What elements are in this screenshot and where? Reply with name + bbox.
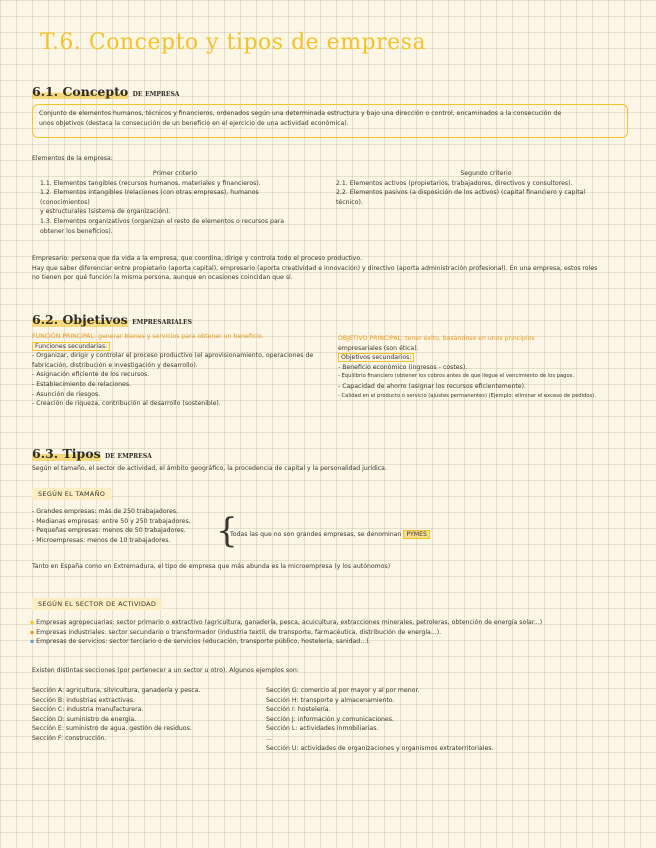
list-item: 1.3. Elementos organizativos (organizan el resto de elementos o recursos para <box>40 217 285 225</box>
list-item: - Grandes empresas: más de 250 trabajadores. <box>32 508 179 515</box>
secondary-functions-label: Funciones secundarias: <box>32 342 110 351</box>
list-item: - Pequeñas empresas: menos de 50 trabajadores. <box>32 527 186 535</box>
list-item <box>30 628 640 638</box>
list-item: técnico). <box>336 198 363 206</box>
spain-note: Tanto en España como en Extremadura, el tipo de empresa que más abunda es la microempresa (y los autónomos) <box>32 563 391 570</box>
heading-main: 6.3. Tipos <box>32 446 101 461</box>
section-row <box>266 734 626 744</box>
section-row <box>32 715 262 725</box>
objetivos-left-column <box>32 332 332 409</box>
list-item: 2.1. Elementos activos (propietarios, trabajadores, directivos y consultores). <box>336 179 573 187</box>
size-list <box>32 507 232 545</box>
section-row <box>32 734 262 744</box>
list-item: 1.2. Elementos intangibles (relaciones (con otras empresas), humanos (conocimientos) <box>40 189 259 206</box>
section-code: Sección J <box>266 715 294 723</box>
section-text: : industrias extractivas. <box>62 696 135 704</box>
sector-text: Empresas industriales: sector secundario o transformador (industria textil, de transporte, farmacéutica, distribución de energía...). <box>36 628 442 636</box>
section-text: : información y comunicaciones. <box>293 715 394 723</box>
secondary-objectives-label: Objetivos secundarios: <box>338 353 414 362</box>
section-row <box>32 686 262 696</box>
section-row <box>266 715 626 725</box>
heading-main: 6.1. Concepto <box>32 84 129 99</box>
section-heading-objetivos <box>32 312 192 327</box>
list-item: - Medianas empresas: entre 50 y 250 trabajadores. <box>32 517 191 525</box>
tipos-intro: Según el tamaño, el sector de actividad, el ámbito geográfico, la procedencia de capital y la personalidad jurídica. <box>32 465 387 472</box>
pymes-note <box>230 530 430 540</box>
section-code: Sección L <box>266 725 296 733</box>
section-text: : transporte y almacenamiento. <box>296 696 395 704</box>
list-item: 2.2. Elementos pasivos (a disposición de los activos) (capital financiero y capital <box>336 189 586 197</box>
sections-left <box>32 686 262 744</box>
list-item: - Capacidad de ahorro (asignar los recursos eficientemente). <box>338 382 526 390</box>
list-item: - Asunción de riesgos. <box>32 390 101 398</box>
section-code: Sección A <box>32 687 63 694</box>
heading-main: 6.2. Objetivos <box>32 312 128 327</box>
list-item: - Asignación eficiente de los recursos. <box>32 371 150 379</box>
list-item <box>30 618 640 628</box>
section-row <box>32 696 262 706</box>
list-item <box>30 637 640 647</box>
objetivos-right-column <box>338 334 638 401</box>
section-row <box>32 705 262 715</box>
section-text: : industria manufacturera. <box>62 706 144 714</box>
paragraph-line: Empresario: persona que da vida a la empresa, que coordina, dirige y controla todo el proceso productivo. <box>32 255 362 262</box>
section-text: ... <box>266 734 272 742</box>
sector-list <box>30 618 640 647</box>
paragraph-line: no tienen por qué función la misma persona, aunque en ocasiones coincidan que sí. <box>32 274 293 282</box>
bullet-icon: ▪ <box>30 619 37 626</box>
pymes-badge: PYMES <box>403 530 430 539</box>
criteria-column-2 <box>336 169 636 207</box>
section-text: : construcción. <box>61 734 107 742</box>
main-objective: OBJETIVO PRINCIPAL: tener éxito, basándose en unos principios <box>338 335 535 342</box>
section-row <box>266 744 626 754</box>
list-item: - Creación de riqueza, contribución al desarrollo (sostenible). <box>32 400 221 408</box>
definition-line-2: unos objetivos (destaca la consecución de un beneficio en el ejercicio de una actividad económica). <box>39 119 349 127</box>
section-text: : agricultura, silvicultura, ganadería y pesca. <box>62 687 201 694</box>
heading-small: de empresa <box>104 450 152 460</box>
section-row <box>266 724 626 734</box>
section-text: : hostelería. <box>293 706 331 714</box>
sector-text: Empresas de servicios: sector terciario o de servicios (educación, transporte público, hostelería, sanidad...). <box>36 638 371 646</box>
paragraph-line: Hay que saber diferenciar entre propietario (aporta capital), empresario (aporta creatividad e innovación) y directivo (aporta administración profesional). En una empresa, estos roles <box>32 264 598 272</box>
size-tag: SEGÚN EL TAMAÑO <box>32 488 111 500</box>
brace-icon: { <box>216 511 238 551</box>
section-code: Sección G <box>266 687 297 694</box>
list-item: - Organizar, dirigir y controlar el proceso productivo (el aprovisionamiento, operaciones de <box>32 352 314 360</box>
heading-small: de empresa <box>132 88 180 98</box>
section-code: Sección I <box>266 706 294 714</box>
column-title: Primer criterio <box>152 170 198 177</box>
section-text: : actividades inmobiliarias. <box>295 725 379 733</box>
section-code: Sección F <box>32 734 62 742</box>
section-code: Sección E <box>32 725 62 733</box>
page-title: T.6. Concepto y tipos de empresa <box>40 30 427 55</box>
section-heading-tipos <box>32 446 152 461</box>
section-code: Sección D <box>32 715 63 723</box>
section-row <box>32 724 262 734</box>
list-item: obtener los beneficios). <box>40 227 113 235</box>
list-item: empresariales (son ética). <box>338 344 419 352</box>
bullet-icon: ▪ <box>30 638 37 646</box>
list-item: - Microempresas: menos de 10 trabajadores. <box>32 536 171 544</box>
section-text: : actividades de organizaciones y organismos extraterritoriales. <box>296 744 494 752</box>
empresario-paragraph <box>32 254 632 283</box>
sections-intro: Existen distintas secciones (por pertenecer a un sector u otro). Algunos ejemplos son: <box>32 667 299 674</box>
section-text: : suministro de energía. <box>62 715 137 723</box>
criteria-column-1 <box>40 169 310 236</box>
list-item: - Beneficio económico (ingresos - costes). <box>338 363 468 371</box>
section-code: Sección H <box>266 696 297 704</box>
section-text: : suministro de agua, gestión de residuos. <box>61 725 192 733</box>
list-item: y estructurales (sistema de organización). <box>40 208 171 216</box>
bullet-icon: ▪ <box>30 628 37 636</box>
heading-small: empresariales <box>132 316 192 326</box>
sector-tag: SEGÚN EL SECTOR DE ACTIVIDAD <box>32 598 162 610</box>
section-row <box>266 696 626 706</box>
section-row <box>266 705 626 715</box>
brace-note: Todas las que no son grandes empresas, se denominan <box>230 531 402 538</box>
sector-text: Empresas agropecuarias: sector primario o extractivo (agricultura, ganadería, pesca, acuicultura, extracciones minerales, petroleras, obtención de energía solar...) <box>36 619 543 626</box>
section-text: : comercio al por mayor y al por menor. <box>296 687 420 694</box>
definition-line-1: Conjunto de elementos humanos, técnicos y financieros, ordenados según una determinada estructura y bajo una dirección o control, encaminados a la consecución de <box>39 110 562 117</box>
list-item: - Equilibrio financiero (obtener los cobros antes de que llegue el vencimiento de los pagos. <box>338 373 574 380</box>
list-item: fabricación, distribución e investigación y desarrollo). <box>32 361 198 369</box>
section-code: Sección B <box>32 696 63 704</box>
section-row <box>266 686 626 696</box>
main-function: FUNCIÓN PRINCIPAL: generar bienes y servicios para obtener un beneficio. <box>32 333 264 340</box>
section-code: Sección U <box>266 744 297 752</box>
list-item: 1.1. Elementos tangibles (recursos humanos, materiales y financieros). <box>40 179 261 187</box>
definition-box <box>32 104 628 138</box>
column-title: Segundo criterio <box>460 170 512 177</box>
section-heading-concepto <box>32 84 179 99</box>
list-item: - Calidad en el producto o servicio (ajustes permanentes) (Ejemplo: eliminar el exceso de pedidos). <box>338 392 596 399</box>
sections-right <box>266 686 626 753</box>
elements-title: Elementos de la empresa: <box>32 155 113 162</box>
section-code: Sección C <box>32 706 63 714</box>
list-item: - Establecimiento de relaciones. <box>32 380 132 388</box>
